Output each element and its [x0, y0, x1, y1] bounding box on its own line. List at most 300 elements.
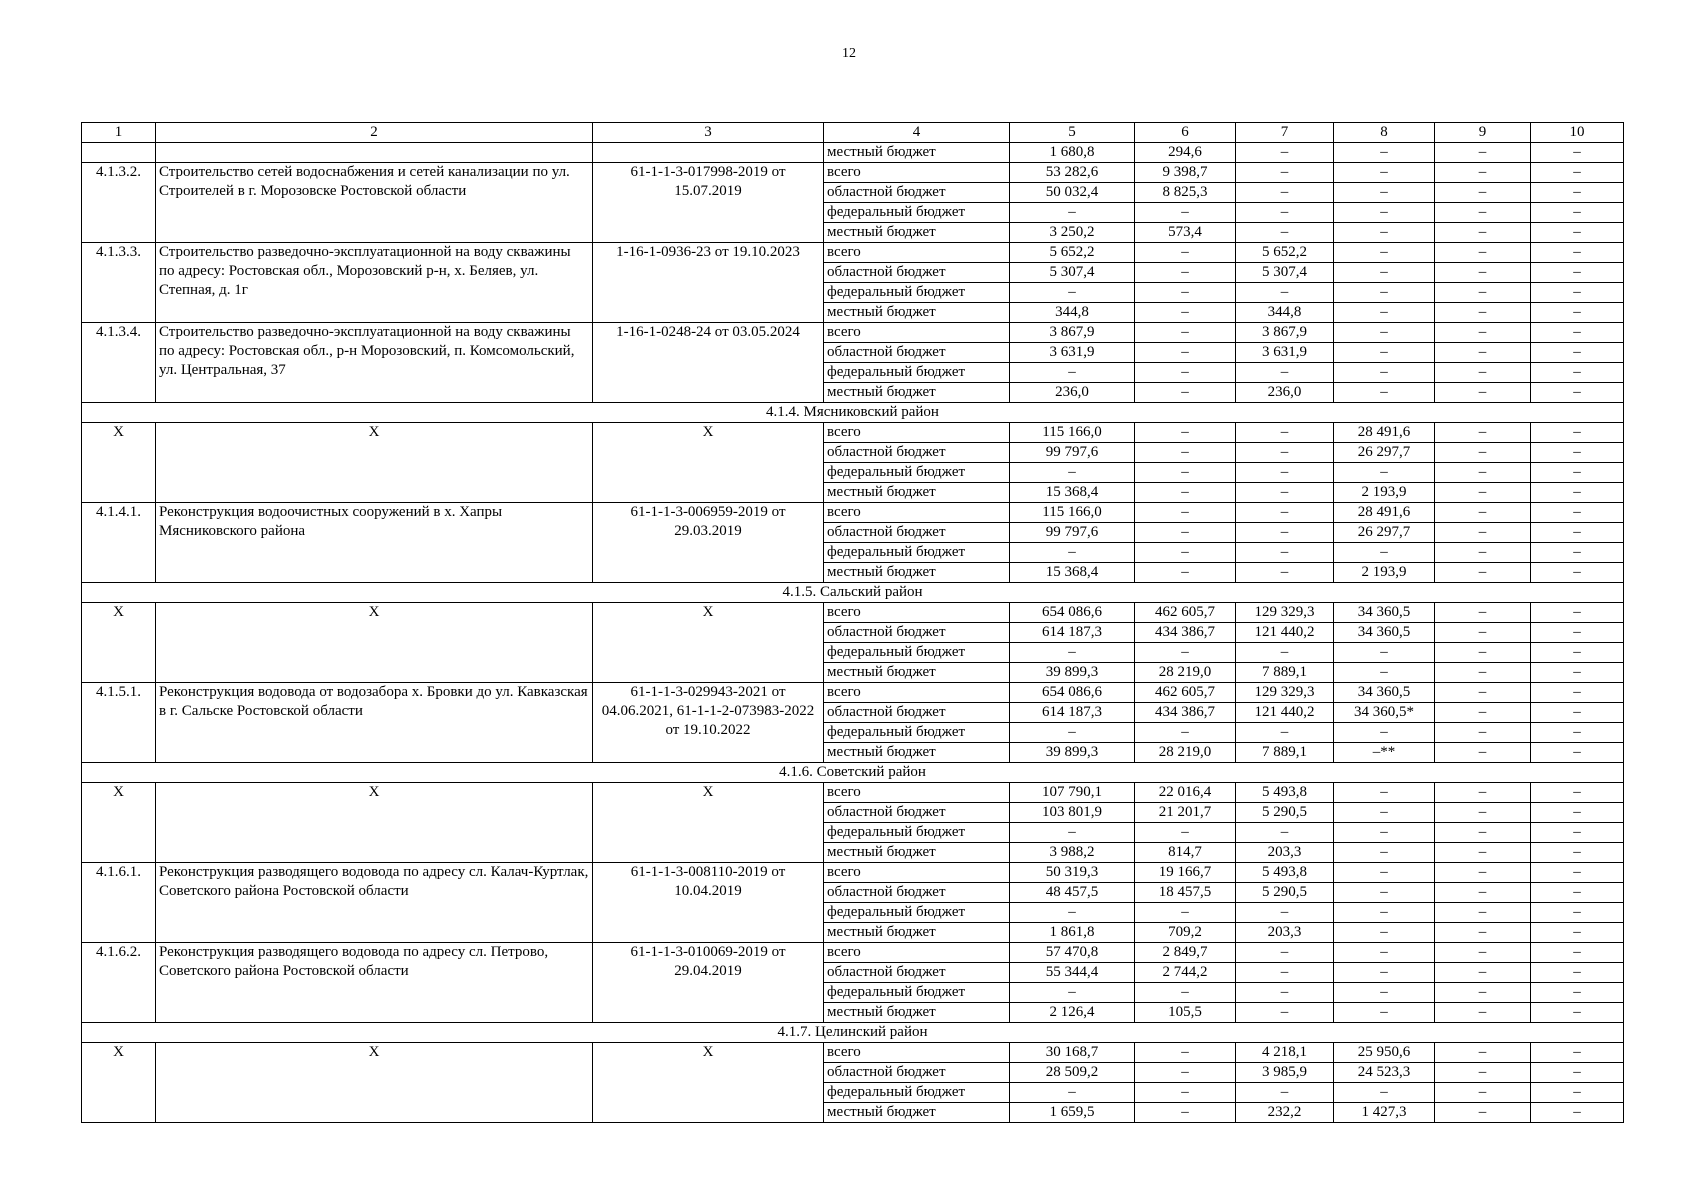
amount-cell: –: [1010, 543, 1135, 563]
amount-cell: –: [1334, 323, 1435, 343]
amount-cell: –: [1135, 443, 1236, 463]
amount-cell: –: [1236, 983, 1334, 1003]
amount-cell: 2 849,7: [1135, 943, 1236, 963]
funding-source-label: местный бюджет: [824, 1003, 1010, 1023]
amount-cell: –: [1135, 463, 1236, 483]
amount-cell: –: [1334, 943, 1435, 963]
item-number: 4.1.3.2.: [82, 163, 156, 243]
amount-cell: 573,4: [1135, 223, 1236, 243]
amount-cell: 5 493,8: [1236, 783, 1334, 803]
amount-cell: –: [1236, 143, 1334, 163]
amount-cell: –: [1435, 463, 1531, 483]
amount-cell: –: [1435, 963, 1531, 983]
amount-cell: –: [1435, 543, 1531, 563]
amount-cell: –: [1435, 1043, 1531, 1063]
budget-row: [82, 683, 1624, 703]
budget-row: [82, 943, 1624, 963]
amount-cell: 39 899,3: [1010, 743, 1135, 763]
amount-cell: –: [1135, 1083, 1236, 1103]
amount-cell: –: [1435, 483, 1531, 503]
amount-cell: 18 457,5: [1135, 883, 1236, 903]
amount-cell: –: [1135, 383, 1236, 403]
budget-row: [82, 1043, 1624, 1063]
amount-cell: 434 386,7: [1135, 703, 1236, 723]
amount-cell: –: [1135, 1103, 1236, 1123]
funding-source-label: федеральный бюджет: [824, 363, 1010, 383]
amount-cell: –: [1334, 363, 1435, 383]
amount-cell: 21 201,7: [1135, 803, 1236, 823]
amount-cell: 39 899,3: [1010, 663, 1135, 683]
amount-cell: –: [1236, 963, 1334, 983]
amount-cell: –: [1435, 143, 1531, 163]
amount-cell: –: [1531, 1063, 1624, 1083]
amount-cell: 55 344,4: [1010, 963, 1135, 983]
amount-cell: 19 166,7: [1135, 863, 1236, 883]
item-registry: 61-1-1-3-008110-2019 от 10.04.2019: [593, 863, 824, 943]
amount-cell: –: [1135, 423, 1236, 443]
district-title: 4.1.6. Советский район: [82, 763, 1624, 783]
item-registry: 61-1-1-3-010069-2019 от 29.04.2019: [593, 943, 824, 1023]
item-number: 4.1.5.1.: [82, 683, 156, 763]
funding-source-label: местный бюджет: [824, 483, 1010, 503]
amount-cell: –: [1135, 243, 1236, 263]
amount-cell: –: [1435, 603, 1531, 623]
amount-cell: –: [1236, 423, 1334, 443]
amount-cell: –: [1135, 343, 1236, 363]
amount-cell: –: [1531, 523, 1624, 543]
amount-cell: –: [1010, 1083, 1135, 1103]
amount-cell: 57 470,8: [1010, 943, 1135, 963]
amount-cell: –: [1531, 543, 1624, 563]
amount-cell: 34 360,5*: [1334, 703, 1435, 723]
amount-cell: 3 988,2: [1010, 843, 1135, 863]
amount-cell: 25 950,6: [1334, 1043, 1435, 1063]
amount-cell: –: [1435, 223, 1531, 243]
column-number: 4: [824, 123, 1010, 143]
amount-cell: 115 166,0: [1010, 423, 1135, 443]
item-registry: 61-1-1-3-029943-2021 от 04.06.2021, 61-1-1-2-073983-2022 от 19.10.2022: [593, 683, 824, 763]
funding-source-label: всего: [824, 943, 1010, 963]
amount-cell: 103 801,9: [1010, 803, 1135, 823]
budget-row: [82, 603, 1624, 623]
amount-cell: –: [1010, 283, 1135, 303]
amount-cell: –: [1531, 803, 1624, 823]
amount-cell: –: [1435, 643, 1531, 663]
amount-cell: –: [1531, 163, 1624, 183]
item-registry: 61-1-1-3-006959-2019 от 29.03.2019: [593, 503, 824, 583]
amount-cell: –: [1531, 563, 1624, 583]
budget-row: [82, 863, 1624, 883]
item-name: Строительство разведочно-эксплуатационной на воду скважины по адресу: Ростовская обл., Морозовский р-н, х. Беляев, ул. Степная, д. 1г: [156, 243, 593, 323]
amount-cell: –: [1531, 1043, 1624, 1063]
item-number: 4.1.6.1.: [82, 863, 156, 943]
amount-cell: –: [1334, 223, 1435, 243]
amount-cell: –: [1531, 623, 1624, 643]
item-registry: [593, 143, 824, 163]
amount-cell: –: [1531, 503, 1624, 523]
amount-cell: –: [1531, 923, 1624, 943]
item-name: Реконструкция разводящего водовода по адресу сл. Петрово, Советского района Ростовской области: [156, 943, 593, 1023]
funding-source-label: областной бюджет: [824, 1063, 1010, 1083]
funding-source-label: всего: [824, 1043, 1010, 1063]
amount-cell: –: [1435, 283, 1531, 303]
amount-cell: 105,5: [1135, 1003, 1236, 1023]
item-registry: 1-16-1-0936-23 от 19.10.2023: [593, 243, 824, 323]
amount-cell: –: [1334, 823, 1435, 843]
amount-cell: 34 360,5: [1334, 623, 1435, 643]
amount-cell: –: [1435, 943, 1531, 963]
budget-row: [82, 143, 1624, 163]
amount-cell: –: [1135, 823, 1236, 843]
amount-cell: 203,3: [1236, 843, 1334, 863]
item-number: Х: [82, 1043, 156, 1123]
amount-cell: –: [1236, 363, 1334, 383]
amount-cell: 15 368,4: [1010, 563, 1135, 583]
amount-cell: –: [1435, 1103, 1531, 1123]
amount-cell: –: [1531, 483, 1624, 503]
funding-source-label: областной бюджет: [824, 183, 1010, 203]
funding-source-label: областной бюджет: [824, 963, 1010, 983]
amount-cell: 654 086,6: [1010, 683, 1135, 703]
amount-cell: 26 297,7: [1334, 523, 1435, 543]
amount-cell: 1 659,5: [1010, 1103, 1135, 1123]
page-number: 12: [842, 46, 856, 61]
amount-cell: –: [1334, 903, 1435, 923]
budget-row: [82, 163, 1624, 183]
funding-source-label: местный бюджет: [824, 1103, 1010, 1123]
amount-cell: –: [1135, 503, 1236, 523]
amount-cell: 9 398,7: [1135, 163, 1236, 183]
funding-source-label: федеральный бюджет: [824, 543, 1010, 563]
amount-cell: –: [1435, 323, 1531, 343]
item-number: 4.1.4.1.: [82, 503, 156, 583]
funding-source-label: всего: [824, 603, 1010, 623]
amount-cell: –: [1435, 783, 1531, 803]
amount-cell: –: [1334, 1003, 1435, 1023]
item-registry: Х: [593, 1043, 824, 1123]
amount-cell: –: [1531, 603, 1624, 623]
amount-cell: –: [1135, 523, 1236, 543]
item-registry: Х: [593, 783, 824, 863]
amount-cell: –: [1334, 543, 1435, 563]
amount-cell: –: [1435, 303, 1531, 323]
item-number: Х: [82, 603, 156, 683]
amount-cell: 7 889,1: [1236, 663, 1334, 683]
amount-cell: –: [1135, 903, 1236, 923]
amount-cell: –: [1334, 643, 1435, 663]
funding-source-label: местный бюджет: [824, 923, 1010, 943]
amount-cell: –: [1531, 823, 1624, 843]
amount-cell: –: [1435, 683, 1531, 703]
amount-cell: 8 825,3: [1135, 183, 1236, 203]
amount-cell: –: [1435, 723, 1531, 743]
funding-source-label: всего: [824, 863, 1010, 883]
column-number: 1: [82, 123, 156, 143]
amount-cell: –: [1531, 643, 1624, 663]
amount-cell: –: [1334, 183, 1435, 203]
amount-cell: –: [1531, 463, 1624, 483]
budget-row: [82, 503, 1624, 523]
amount-cell: –: [1334, 243, 1435, 263]
amount-cell: –: [1010, 363, 1135, 383]
amount-cell: 232,2: [1236, 1103, 1334, 1123]
district-section-row: [82, 763, 1624, 783]
amount-cell: –: [1435, 1003, 1531, 1023]
funding-source-label: всего: [824, 243, 1010, 263]
amount-cell: 614 187,3: [1010, 703, 1135, 723]
amount-cell: –: [1334, 783, 1435, 803]
amount-cell: 24 523,3: [1334, 1063, 1435, 1083]
amount-cell: 236,0: [1236, 383, 1334, 403]
amount-cell: –: [1334, 283, 1435, 303]
amount-cell: –: [1435, 923, 1531, 943]
amount-cell: 3 867,9: [1010, 323, 1135, 343]
funding-source-label: всего: [824, 423, 1010, 443]
amount-cell: 22 016,4: [1135, 783, 1236, 803]
amount-cell: –: [1435, 743, 1531, 763]
amount-cell: 5 307,4: [1010, 263, 1135, 283]
amount-cell: –: [1531, 943, 1624, 963]
item-name: Реконструкция водовода от водозабора х. Бровки до ул. Кавказская в г. Сальске Ростовской области: [156, 683, 593, 763]
funding-source-label: местный бюджет: [824, 223, 1010, 243]
amount-cell: –: [1334, 163, 1435, 183]
amount-cell: –: [1135, 983, 1236, 1003]
amount-cell: –: [1334, 463, 1435, 483]
amount-cell: 2 126,4: [1010, 1003, 1135, 1023]
district-section-row: [82, 403, 1624, 423]
amount-cell: –: [1531, 703, 1624, 723]
amount-cell: –: [1135, 723, 1236, 743]
amount-cell: –: [1531, 283, 1624, 303]
amount-cell: 4 218,1: [1236, 1043, 1334, 1063]
amount-cell: –: [1531, 263, 1624, 283]
amount-cell: 5 290,5: [1236, 883, 1334, 903]
amount-cell: –: [1435, 903, 1531, 923]
amount-cell: 2 193,9: [1334, 483, 1435, 503]
amount-cell: –: [1435, 563, 1531, 583]
amount-cell: –: [1010, 203, 1135, 223]
budget-row: [82, 323, 1624, 343]
budget-row: [82, 243, 1624, 263]
amount-cell: –: [1334, 923, 1435, 943]
amount-cell: –: [1334, 723, 1435, 743]
amount-cell: –: [1236, 463, 1334, 483]
amount-cell: –: [1334, 863, 1435, 883]
amount-cell: 2 193,9: [1334, 563, 1435, 583]
amount-cell: 34 360,5: [1334, 683, 1435, 703]
funding-source-label: местный бюджет: [824, 663, 1010, 683]
item-name: Х: [156, 1043, 593, 1123]
district-section-row: [82, 583, 1624, 603]
item-number: 4.1.6.2.: [82, 943, 156, 1023]
item-registry: Х: [593, 423, 824, 503]
amount-cell: 28 219,0: [1135, 663, 1236, 683]
amount-cell: –: [1531, 363, 1624, 383]
amount-cell: –: [1435, 523, 1531, 543]
amount-cell: –: [1135, 563, 1236, 583]
item-name: Реконструкция разводящего водовода по адресу сл. Калач-Куртлак, Советского района Ростовской области: [156, 863, 593, 943]
amount-cell: 462 605,7: [1135, 683, 1236, 703]
amount-cell: –: [1531, 203, 1624, 223]
district-title: 4.1.5. Сальский район: [82, 583, 1624, 603]
amount-cell: –: [1236, 543, 1334, 563]
amount-cell: 709,2: [1135, 923, 1236, 943]
amount-cell: 5 652,2: [1010, 243, 1135, 263]
funding-source-label: местный бюджет: [824, 303, 1010, 323]
amount-cell: 3 867,9: [1236, 323, 1334, 343]
item-number: Х: [82, 423, 156, 503]
amount-cell: –: [1236, 643, 1334, 663]
funding-source-label: федеральный бюджет: [824, 283, 1010, 303]
funding-source-label: федеральный бюджет: [824, 823, 1010, 843]
amount-cell: 654 086,6: [1010, 603, 1135, 623]
amount-cell: 5 652,2: [1236, 243, 1334, 263]
amount-cell: 203,3: [1236, 923, 1334, 943]
amount-cell: –: [1435, 343, 1531, 363]
amount-cell: –: [1236, 183, 1334, 203]
item-number: 4.1.3.3.: [82, 243, 156, 323]
amount-cell: –: [1334, 663, 1435, 683]
amount-cell: –: [1435, 383, 1531, 403]
item-registry: 61-1-1-3-017998-2019 от 15.07.2019: [593, 163, 824, 243]
amount-cell: –: [1236, 223, 1334, 243]
item-registry: Х: [593, 603, 824, 683]
amount-cell: –: [1135, 203, 1236, 223]
amount-cell: 434 386,7: [1135, 623, 1236, 643]
amount-cell: 2 744,2: [1135, 963, 1236, 983]
amount-cell: 344,8: [1010, 303, 1135, 323]
amount-cell: –: [1435, 823, 1531, 843]
item-registry: 1-16-1-0248-24 от 03.05.2024: [593, 323, 824, 403]
amount-cell: 1 680,8: [1010, 143, 1135, 163]
amount-cell: 53 282,6: [1010, 163, 1135, 183]
amount-cell: –: [1435, 803, 1531, 823]
amount-cell: –: [1531, 423, 1624, 443]
amount-cell: –: [1531, 383, 1624, 403]
amount-cell: –: [1135, 543, 1236, 563]
amount-cell: 294,6: [1135, 143, 1236, 163]
amount-cell: 5 493,8: [1236, 863, 1334, 883]
amount-cell: –: [1435, 843, 1531, 863]
item-name: Х: [156, 783, 593, 863]
amount-cell: –: [1010, 903, 1135, 923]
amount-cell: 1 861,8: [1010, 923, 1135, 943]
amount-cell: 34 360,5: [1334, 603, 1435, 623]
amount-cell: –: [1236, 563, 1334, 583]
funding-source-label: федеральный бюджет: [824, 1083, 1010, 1103]
amount-cell: –: [1334, 343, 1435, 363]
amount-cell: –: [1435, 203, 1531, 223]
amount-cell: –: [1435, 1063, 1531, 1083]
item-number: Х: [82, 783, 156, 863]
amount-cell: –: [1236, 203, 1334, 223]
amount-cell: –: [1531, 1083, 1624, 1103]
amount-cell: 3 631,9: [1010, 343, 1135, 363]
amount-cell: –: [1334, 963, 1435, 983]
item-name: Реконструкция водоочистных сооружений в х. Хапры Мясниковского района: [156, 503, 593, 583]
amount-cell: 129 329,3: [1236, 603, 1334, 623]
amount-cell: –: [1010, 823, 1135, 843]
amount-cell: 26 297,7: [1334, 443, 1435, 463]
amount-cell: –: [1531, 323, 1624, 343]
amount-cell: 28 509,2: [1010, 1063, 1135, 1083]
funding-source-label: федеральный бюджет: [824, 463, 1010, 483]
column-number: 7: [1236, 123, 1334, 143]
amount-cell: –: [1531, 243, 1624, 263]
district-title: 4.1.7. Целинский район: [82, 1023, 1624, 1043]
funding-source-label: федеральный бюджет: [824, 643, 1010, 663]
budget-table: [81, 122, 1624, 1123]
amount-cell: –: [1531, 843, 1624, 863]
amount-cell: –: [1435, 363, 1531, 383]
item-name: Строительство сетей водоснабжения и сетей канализации по ул. Строителей в г. Морозовске Ростовской области: [156, 163, 593, 243]
amount-cell: 28 219,0: [1135, 743, 1236, 763]
amount-cell: –: [1531, 443, 1624, 463]
amount-cell: 50 319,3: [1010, 863, 1135, 883]
amount-cell: –: [1334, 263, 1435, 283]
amount-cell: –: [1236, 1003, 1334, 1023]
amount-cell: –: [1435, 983, 1531, 1003]
amount-cell: –: [1435, 443, 1531, 463]
amount-cell: –: [1236, 723, 1334, 743]
amount-cell: –: [1135, 483, 1236, 503]
funding-source-label: областной бюджет: [824, 443, 1010, 463]
amount-cell: –: [1435, 263, 1531, 283]
amount-cell: 3 250,2: [1010, 223, 1135, 243]
amount-cell: –: [1334, 1083, 1435, 1103]
amount-cell: –: [1334, 983, 1435, 1003]
amount-cell: –: [1435, 863, 1531, 883]
amount-cell: 1 427,3: [1334, 1103, 1435, 1123]
amount-cell: –: [1435, 503, 1531, 523]
funding-source-label: всего: [824, 163, 1010, 183]
column-number: 9: [1435, 123, 1531, 143]
funding-source-label: местный бюджет: [824, 383, 1010, 403]
amount-cell: –: [1236, 163, 1334, 183]
funding-source-label: местный бюджет: [824, 743, 1010, 763]
item-name: Строительство разведочно-эксплуатационной на воду скважины по адресу: Ростовская обл., р-н Морозовский, п. Комсомольский, ул. Центральная, 37: [156, 323, 593, 403]
funding-source-label: федеральный бюджет: [824, 203, 1010, 223]
amount-cell: 5 290,5: [1236, 803, 1334, 823]
amount-cell: 121 440,2: [1236, 623, 1334, 643]
amount-cell: –: [1531, 223, 1624, 243]
amount-cell: –: [1435, 663, 1531, 683]
amount-cell: 115 166,0: [1010, 503, 1135, 523]
amount-cell: –: [1531, 183, 1624, 203]
amount-cell: –: [1334, 803, 1435, 823]
amount-cell: –: [1531, 723, 1624, 743]
amount-cell: –**: [1334, 743, 1435, 763]
amount-cell: –: [1435, 883, 1531, 903]
amount-cell: –: [1435, 1083, 1531, 1103]
funding-source-label: областной бюджет: [824, 623, 1010, 643]
amount-cell: –: [1435, 163, 1531, 183]
amount-cell: –: [1531, 783, 1624, 803]
amount-cell: –: [1531, 663, 1624, 683]
amount-cell: 30 168,7: [1010, 1043, 1135, 1063]
amount-cell: –: [1531, 1003, 1624, 1023]
amount-cell: 99 797,6: [1010, 443, 1135, 463]
funding-source-label: местный бюджет: [824, 143, 1010, 163]
amount-cell: –: [1236, 523, 1334, 543]
amount-cell: –: [1531, 983, 1624, 1003]
funding-source-label: областной бюджет: [824, 883, 1010, 903]
amount-cell: –: [1010, 643, 1135, 663]
amount-cell: –: [1010, 463, 1135, 483]
amount-cell: –: [1135, 1063, 1236, 1083]
amount-cell: –: [1135, 643, 1236, 663]
funding-source-label: всего: [824, 783, 1010, 803]
